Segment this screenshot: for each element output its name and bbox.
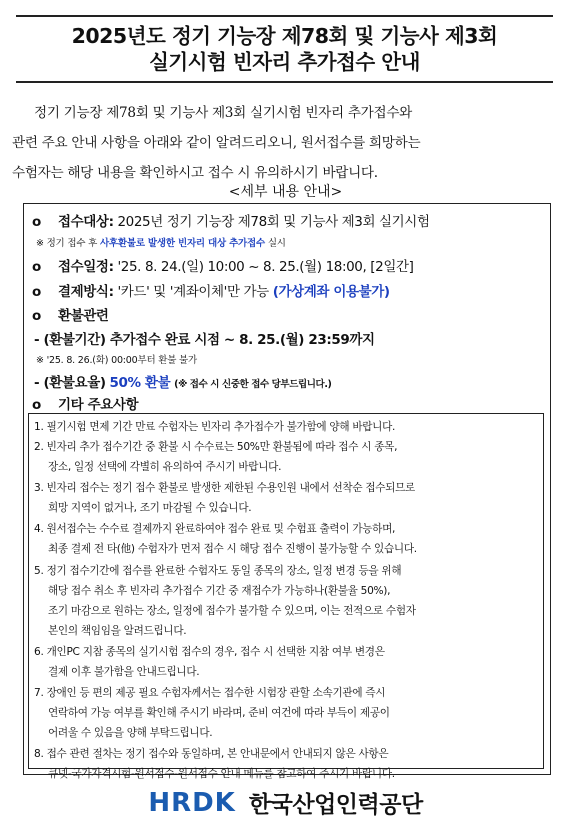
target-note-suffix: 실시 (267, 238, 286, 249)
target-label: 접수대상: (58, 214, 114, 230)
item-payment (32, 280, 390, 300)
bullet-icon: o (32, 308, 41, 324)
note-line: 6. 개인PC 지참 종목의 실기시험 접수의 경우, 접수 시 선택한 지참 여부 변경은 (34, 646, 385, 658)
target-note-prefix: ※ 정기 접수 후 (36, 238, 98, 249)
title-box (16, 15, 553, 83)
note-line: 어려울 수 있음을 양해 부탁드립니다. (48, 727, 213, 739)
payment-value: '카드' 및 '계좌이체'만 가능 (117, 284, 269, 300)
refund-rate-note: (※ 접수 시 신중한 접수 당부드립니다.) (174, 379, 332, 390)
refund-rate-prefix: - (환불요율) (34, 375, 106, 391)
note-line: 큐넷-국가자격시험-원서접수-원서접수 안내 메뉴를 참고하여 주시기 바랍니다. (48, 768, 395, 780)
schedule-value: '25. 8. 24.(일) 10:00 ~ 8. 25.(월) 18:00, [2일간] (117, 259, 414, 275)
note-line: 4. 원서접수는 수수료 결제까지 완료하여야 접수 완료 및 수험표 출력이 가능하며, (34, 523, 396, 535)
item-schedule (32, 255, 413, 275)
note-line: 조기 마감으로 원하는 장소, 일정에 접수가 불가할 수 있으며, 이는 전적으로 수험자 (48, 605, 416, 617)
bullet-icon: o (32, 397, 41, 413)
note-line: 3. 빈자리 접수는 정기 접수 환불로 발생한 제한된 수용인원 내에서 선착순 접수되므로 (34, 482, 415, 494)
title-line-1: 2025년도 정기 기능장 제78회 및 기능사 제3회 (71, 24, 498, 48)
notes-box (28, 413, 544, 780)
note-line: 희망 지역이 없거나, 조기 마감될 수 있습니다. (48, 502, 252, 514)
refund-period: - (환불기간) 추가접수 완료 시점 ~ 8. 25.(월) 23:59까지 (34, 332, 375, 348)
target-note (36, 235, 286, 249)
note-line: 연락하여 가능 여부를 확인해 주시기 바라며, 준비 여건에 따라 부득이 제공이 (48, 707, 390, 719)
note-line: 해당 접수 취소 후 빈자리 추가접수 기간 중 재접수가 가능하나(환불율 50%), (48, 585, 391, 597)
intro-line-3: 수험자는 해당 내용을 확인하시고 접수 시 유의하시기 바랍니다. (12, 165, 378, 181)
note-line: 장소, 일정 선택에 각별히 유의하여 주시기 바랍니다. (48, 461, 282, 473)
intro-line-1: 정기 기능장 제78회 및 기능사 제3회 실기시험 빈자리 추가접수와 (34, 105, 413, 121)
note-line: 결제 이후 불가함을 안내드립니다. (48, 666, 200, 678)
hrdk-logo: HRDK (148, 787, 236, 818)
details-subheading: <세부 내용 안내> (228, 184, 343, 200)
note-line: 최종 결제 전 타(他) 수험자가 먼저 접수 시 해당 접수 진행이 불가능할 수 있습니다. (48, 543, 417, 555)
refund-rate-value: 50% 환불 (109, 375, 171, 391)
bullet-icon: o (32, 214, 41, 230)
item-refund (32, 304, 109, 324)
item-target (32, 210, 430, 230)
target-note-highlight: 사후환불로 발생한 빈자리 대상 추가접수 (99, 238, 265, 249)
bullet-icon: o (32, 259, 41, 275)
details-box (23, 203, 551, 780)
payment-note: (가상계좌 이용불가) (272, 284, 390, 300)
schedule-label: 접수일정: (58, 259, 114, 275)
note-line: 본인의 책임임을 알려드립니다. (48, 625, 187, 637)
bullet-icon: o (32, 284, 41, 300)
title-line-2: 실기시험 빈자리 추가접수 안내 (149, 50, 420, 74)
note-line: 2. 빈자리 추가 접수기간 중 환불 시 수수료는 50%만 환불됨에 따라 접수 시 종목, (34, 441, 398, 453)
note-line: 7. 장애인 등 편의 제공 필요 수험자께서는 접수한 시험장 관할 소속기관에 즉시 (34, 687, 386, 699)
note-line: 5. 정기 접수기간에 접수를 완료한 수험자도 동일 종목의 장소, 일정 변경 등을 위해 (34, 565, 402, 577)
note-line: 1. 필기시험 면제 기간 만료 수험자는 빈자리 추가접수가 불가함에 양해 바랍니다. (34, 421, 396, 433)
payment-label: 결제방식: (58, 284, 114, 300)
note-line: 8. 접수 관련 절차는 정기 접수와 동일하며, 본 안내문에서 안내되지 않은 사항은 (34, 748, 389, 760)
intro-paragraph (12, 98, 558, 188)
intro-line-2: 관련 주요 안내 사항을 아래와 같이 알려드리오니, 원서접수를 희망하는 (12, 135, 421, 151)
org-name: 한국산업인력공단 (248, 792, 423, 818)
refund-label: 환불관련 (58, 308, 109, 324)
footer (0, 786, 571, 816)
target-value: 2025년 정기 기능장 제78회 및 기능사 제3회 실기시험 (117, 214, 430, 230)
refund-rate (34, 371, 331, 391)
item-other (32, 393, 138, 413)
refund-note: ※ '25. 8. 26.(화) 00:00부터 환불 불가 (36, 355, 197, 366)
other-label: 기타 주요사항 (58, 397, 139, 413)
